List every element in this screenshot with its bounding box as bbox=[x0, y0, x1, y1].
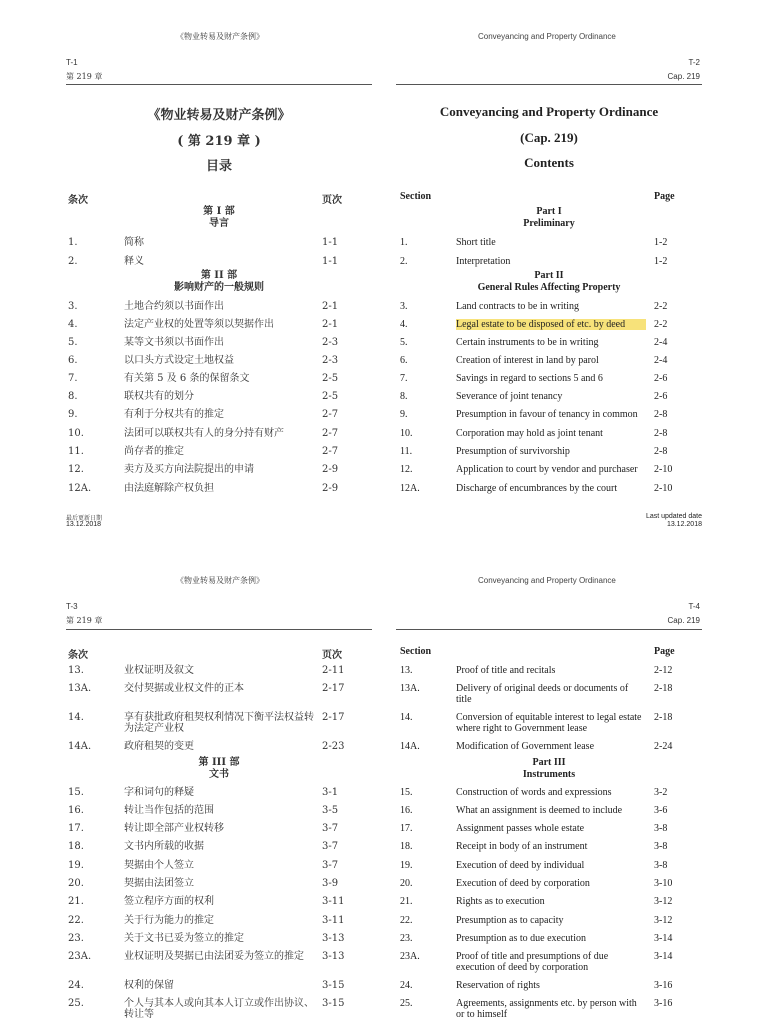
section-title: 法团可以联权共有人的身分持有财产 bbox=[124, 428, 284, 439]
section-number: 11. bbox=[400, 446, 413, 457]
section-number: 10. bbox=[68, 428, 84, 439]
section-number: 25. bbox=[68, 998, 84, 1009]
section-title: Discharge of encumbrances by the court bbox=[456, 483, 618, 494]
subtitle-zh: ( 第 219 章 ) bbox=[177, 134, 261, 149]
section-page: 2-1 bbox=[322, 301, 339, 312]
section-page: 2-5 bbox=[322, 391, 339, 402]
section-title: 转让即全部产业权转移 bbox=[124, 823, 224, 834]
section-title: Interpretation bbox=[456, 256, 511, 267]
section-number: 23A. bbox=[68, 951, 92, 962]
section-number: 21. bbox=[400, 896, 413, 907]
part-heading-zh: 第 I 部 导言 bbox=[203, 206, 235, 229]
section-title: Proof of title and recitals bbox=[456, 665, 556, 676]
section-page: 3-12 bbox=[654, 896, 673, 907]
section-page: 2-3 bbox=[322, 337, 339, 348]
section-number: 19. bbox=[68, 860, 84, 871]
section-number: 6. bbox=[68, 355, 78, 366]
section-number: 24. bbox=[400, 980, 413, 991]
section-title: 关于文书已妥为签立的推定 bbox=[124, 933, 244, 944]
section-title: 政府租契的变更 bbox=[124, 741, 194, 752]
section-title: Reservation of rights bbox=[456, 980, 540, 991]
folio-left: T-1 bbox=[66, 58, 78, 67]
section-page: 3-11 bbox=[322, 896, 345, 907]
folio-right: T-2 bbox=[688, 58, 700, 67]
section-page: 3-14 bbox=[654, 951, 673, 962]
section-number: 25. bbox=[400, 998, 413, 1009]
section-number: 3. bbox=[68, 301, 78, 312]
section-page: 1-1 bbox=[322, 237, 339, 248]
header-rule-left bbox=[66, 84, 372, 85]
section-title: 由法庭解除产权负担 bbox=[124, 483, 214, 494]
section-title: Rights as to execution bbox=[456, 896, 545, 907]
section-page: 2-23 bbox=[322, 741, 345, 752]
section-page: 2-7 bbox=[322, 409, 339, 420]
section-page: 3-13 bbox=[322, 933, 345, 944]
section-page: 3-15 bbox=[322, 998, 345, 1009]
section-page: 2-12 bbox=[654, 665, 673, 676]
section-page: 2-18 bbox=[654, 712, 673, 723]
section-title: Creation of interest in land by parol bbox=[456, 355, 599, 366]
section-page: 3-14 bbox=[654, 933, 673, 944]
section-page: 2-17 bbox=[322, 683, 345, 694]
section-page: 2-10 bbox=[654, 483, 673, 494]
cap-right: Cap. 219 bbox=[667, 72, 700, 81]
section-title: 简称 bbox=[124, 237, 144, 248]
section-number: 21. bbox=[68, 896, 84, 907]
section-title: 享有获批政府租契权利情况下衡平法权益转为法定产业权 bbox=[124, 712, 314, 734]
section-number: 22. bbox=[400, 915, 413, 926]
section-page: 3-2 bbox=[654, 787, 668, 798]
running-head-en: Conveyancing and Property Ordinance bbox=[478, 576, 616, 585]
section-number: 2. bbox=[68, 256, 78, 267]
section-title: Proof of title and presumptions of due execution of deed by corporation bbox=[456, 951, 609, 973]
section-number: 14A. bbox=[68, 741, 92, 752]
section-page: 3-8 bbox=[654, 841, 668, 852]
section-page: 2-7 bbox=[322, 428, 339, 439]
section-number: 14. bbox=[400, 712, 413, 723]
section-number: 12A. bbox=[400, 483, 420, 494]
section-number: 3. bbox=[400, 301, 408, 312]
section-number: 7. bbox=[400, 373, 408, 384]
section-title: 卖方及买方向法院提出的申请 bbox=[124, 464, 254, 475]
section-page: 3-9 bbox=[322, 878, 339, 889]
section-number: 17. bbox=[400, 823, 413, 834]
folio-left: T-3 bbox=[66, 602, 78, 611]
section-page: 2-18 bbox=[654, 683, 673, 694]
section-page: 3-10 bbox=[654, 878, 673, 889]
section-page: 3-11 bbox=[322, 915, 345, 926]
section-title: 土地合约须以书面作出 bbox=[124, 301, 224, 312]
section-title: What an assignment is deemed to include bbox=[456, 805, 623, 816]
section-page: 1-1 bbox=[322, 256, 339, 267]
section-label-en: Section bbox=[400, 646, 432, 657]
updated-label-en: Last updated date bbox=[645, 513, 702, 520]
section-number: 9. bbox=[68, 409, 78, 420]
part-heading-en: Part III Instruments bbox=[522, 757, 576, 780]
section-title: Application to court by vendor and purchaser bbox=[456, 464, 638, 475]
section-number: 19. bbox=[400, 860, 413, 871]
section-title: 法定产业权的处置等须以契据作出 bbox=[124, 319, 274, 330]
section-page: 2-9 bbox=[322, 464, 339, 475]
section-number: 12A. bbox=[68, 483, 92, 494]
section-title: Short title bbox=[456, 237, 496, 248]
section-title: Presumption as to due execution bbox=[456, 933, 586, 944]
section-page: 3-12 bbox=[654, 915, 673, 926]
section-title: Agreements, assignments etc. by person with or to himself bbox=[456, 998, 637, 1020]
section-page: 2-24 bbox=[654, 741, 673, 752]
cap-right: Cap. 219 bbox=[667, 616, 700, 625]
section-number: 20. bbox=[400, 878, 413, 889]
section-title: Assignment passes whole estate bbox=[456, 823, 585, 834]
subtitle-en: (Cap. 219) bbox=[520, 130, 578, 145]
section-number: 4. bbox=[400, 319, 408, 330]
section-title: Presumption in favour of tenancy in common bbox=[456, 409, 638, 420]
section-title: 业权证明及契据已由法团妥为签立的推定 bbox=[124, 951, 304, 962]
section-number: 18. bbox=[68, 841, 84, 852]
section-page: 2-17 bbox=[322, 712, 345, 723]
part-heading-en: Part II General Rules Affecting Property bbox=[477, 270, 621, 293]
updated-label-zh: 最后更新日期 bbox=[66, 515, 103, 522]
section-title: 字和词句的释疑 bbox=[124, 787, 194, 798]
section-page: 2-6 bbox=[654, 373, 668, 384]
folio-right: T-4 bbox=[688, 602, 700, 611]
section-title: Execution of deed by individual bbox=[456, 860, 585, 871]
section-title: 关于行为能力的推定 bbox=[124, 915, 214, 926]
section-number: 12. bbox=[68, 464, 84, 475]
section-title: 交付契据或业权文件的正本 bbox=[124, 683, 244, 694]
section-page: 2-7 bbox=[322, 446, 339, 457]
section-page: 3-7 bbox=[322, 860, 339, 871]
section-number: 6. bbox=[400, 355, 408, 366]
section-page: 2-2 bbox=[654, 301, 668, 312]
section-number: 13A. bbox=[68, 683, 92, 694]
section-title: 某等文书须以书面作出 bbox=[124, 337, 224, 348]
section-number: 7. bbox=[68, 373, 78, 384]
section-page: 3-8 bbox=[654, 823, 668, 834]
section-page: 3-16 bbox=[654, 998, 673, 1009]
section-number: 2. bbox=[400, 256, 408, 267]
section-number: 23A. bbox=[400, 951, 420, 962]
section-title: Savings in regard to sections 5 and 6 bbox=[456, 373, 603, 384]
section-number: 1. bbox=[400, 237, 408, 248]
page-label-en: Page bbox=[654, 646, 675, 657]
section-number: 22. bbox=[68, 915, 84, 926]
section-page: 2-2 bbox=[654, 319, 668, 330]
section-title: Corporation may hold as joint tenant bbox=[456, 428, 603, 439]
section-number: 1. bbox=[68, 237, 78, 248]
running-head-zh: 《物业转易及财产条例》 bbox=[176, 576, 264, 585]
cap-left: 第 219 章 bbox=[66, 72, 103, 81]
section-number: 8. bbox=[68, 391, 78, 402]
section-title: 有关第 5 及 6 条的保留条文 bbox=[124, 373, 250, 384]
section-number: 17. bbox=[68, 823, 84, 834]
part-heading-en: Part I Preliminary bbox=[523, 206, 575, 229]
section-number: 16. bbox=[68, 805, 84, 816]
section-title: 文书内所载的收据 bbox=[124, 841, 204, 852]
section-number: 12. bbox=[400, 464, 413, 475]
updated-date-right: 13.12.2018 bbox=[666, 521, 702, 528]
section-title: 个人与其本人或向其本人订立或作出协议、转让等 bbox=[124, 998, 314, 1020]
section-title: Presumption as to capacity bbox=[456, 915, 564, 926]
section-number: 14A. bbox=[400, 741, 420, 752]
section-page: 2-8 bbox=[654, 428, 668, 439]
section-title: Legal estate to be disposed of etc. by deed bbox=[456, 319, 646, 330]
section-page: 2-8 bbox=[654, 446, 668, 457]
part-heading-zh: 第 II 部 影响财产的一般规则 bbox=[174, 270, 264, 293]
section-number: 13. bbox=[400, 665, 413, 676]
section-number: 4. bbox=[68, 319, 78, 330]
section-page: 3-13 bbox=[322, 951, 345, 962]
section-page: 2-6 bbox=[654, 391, 668, 402]
section-number: 15. bbox=[400, 787, 413, 798]
section-page: 3-6 bbox=[654, 805, 668, 816]
section-title: 联权共有的划分 bbox=[124, 391, 194, 402]
section-label-en: Section bbox=[400, 191, 432, 202]
section-number: 14. bbox=[68, 712, 84, 723]
header-rule-right bbox=[396, 629, 702, 630]
section-number: 24. bbox=[68, 980, 84, 991]
section-page: 2-5 bbox=[322, 373, 339, 384]
section-page: 2-11 bbox=[322, 665, 345, 676]
section-page: 3-7 bbox=[322, 841, 339, 852]
section-page: 2-9 bbox=[322, 483, 339, 494]
section-number: 16. bbox=[400, 805, 413, 816]
section-number: 20. bbox=[68, 878, 84, 889]
part-heading-zh: 第 III 部 文书 bbox=[198, 757, 240, 780]
section-number: 15. bbox=[68, 787, 84, 798]
section-page: 3-1 bbox=[322, 787, 339, 798]
section-title: Construction of words and expressions bbox=[456, 787, 612, 798]
contents-en: Contents bbox=[524, 155, 574, 170]
section-title: Conversion of equitable interest to legal estate where right to Government lease bbox=[456, 712, 642, 734]
section-number: 11. bbox=[68, 446, 84, 457]
section-page: 3-8 bbox=[654, 860, 668, 871]
title-en: Conveyancing and Property Ordinance bbox=[439, 104, 659, 119]
section-title: Presumption of survivorship bbox=[456, 446, 570, 457]
section-title: Delivery of original deeds or documents of title bbox=[456, 683, 629, 705]
section-label-zh: 条次 bbox=[68, 650, 88, 661]
section-title: 契据由个人签立 bbox=[124, 860, 194, 871]
section-number: 23. bbox=[68, 933, 84, 944]
section-title: 有利于分权共有的推定 bbox=[124, 409, 224, 420]
section-page: 3-15 bbox=[322, 980, 345, 991]
section-title: 业权证明及叙文 bbox=[124, 665, 194, 676]
section-label-zh: 条次 bbox=[68, 195, 88, 206]
section-number: 5. bbox=[400, 337, 408, 348]
section-number: 23. bbox=[400, 933, 413, 944]
section-number: 9. bbox=[400, 409, 408, 420]
section-title: Certain instruments to be in writing bbox=[456, 337, 599, 348]
header-rule-right bbox=[396, 84, 702, 85]
section-page: 2-10 bbox=[654, 464, 673, 475]
title-zh: 《物业转易及财产条例》 bbox=[147, 108, 291, 123]
section-title: 契据由法团签立 bbox=[124, 878, 194, 889]
section-page: 1-2 bbox=[654, 237, 668, 248]
section-title: 以口头方式设定土地权益 bbox=[124, 355, 234, 366]
section-title: Land contracts to be in writing bbox=[456, 301, 580, 312]
section-title: Modification of Government lease bbox=[456, 741, 595, 752]
running-head-en: Conveyancing and Property Ordinance bbox=[478, 32, 616, 41]
section-page: 2-4 bbox=[654, 355, 668, 366]
section-number: 13A. bbox=[400, 683, 420, 694]
header-rule-left bbox=[66, 629, 372, 630]
section-number: 5. bbox=[68, 337, 78, 348]
cap-left: 第 219 章 bbox=[66, 616, 103, 625]
section-number: 8. bbox=[400, 391, 408, 402]
section-page: 2-1 bbox=[322, 319, 339, 330]
contents-zh: 目录 bbox=[205, 159, 232, 174]
running-head-zh: 《物业转易及财产条例》 bbox=[176, 32, 264, 41]
section-number: 13. bbox=[68, 665, 84, 676]
section-page: 3-5 bbox=[322, 805, 339, 816]
section-title: 权利的保留 bbox=[124, 980, 174, 991]
page-label-en: Page bbox=[654, 191, 675, 202]
section-page: 1-2 bbox=[654, 256, 668, 267]
section-page: 3-16 bbox=[654, 980, 673, 991]
section-number: 10. bbox=[400, 428, 413, 439]
section-page: 2-4 bbox=[654, 337, 668, 348]
section-page: 2-3 bbox=[322, 355, 339, 366]
section-page: 2-8 bbox=[654, 409, 668, 420]
updated-date-left: 13.12.2018 bbox=[66, 521, 102, 528]
section-title: Execution of deed by corporation bbox=[456, 878, 590, 889]
section-title: 转让当作包括的范围 bbox=[124, 805, 214, 816]
section-title: 签立程序方面的权利 bbox=[124, 896, 214, 907]
page-label-zh: 页次 bbox=[322, 195, 342, 206]
section-page: 3-7 bbox=[322, 823, 339, 834]
section-title: Severance of joint tenancy bbox=[456, 391, 563, 402]
section-title: Receipt in body of an instrument bbox=[456, 841, 588, 852]
page-label-zh: 页次 bbox=[322, 650, 342, 661]
section-title: 释义 bbox=[124, 256, 144, 267]
section-number: 18. bbox=[400, 841, 413, 852]
section-title: 尚存者的推定 bbox=[124, 446, 184, 457]
